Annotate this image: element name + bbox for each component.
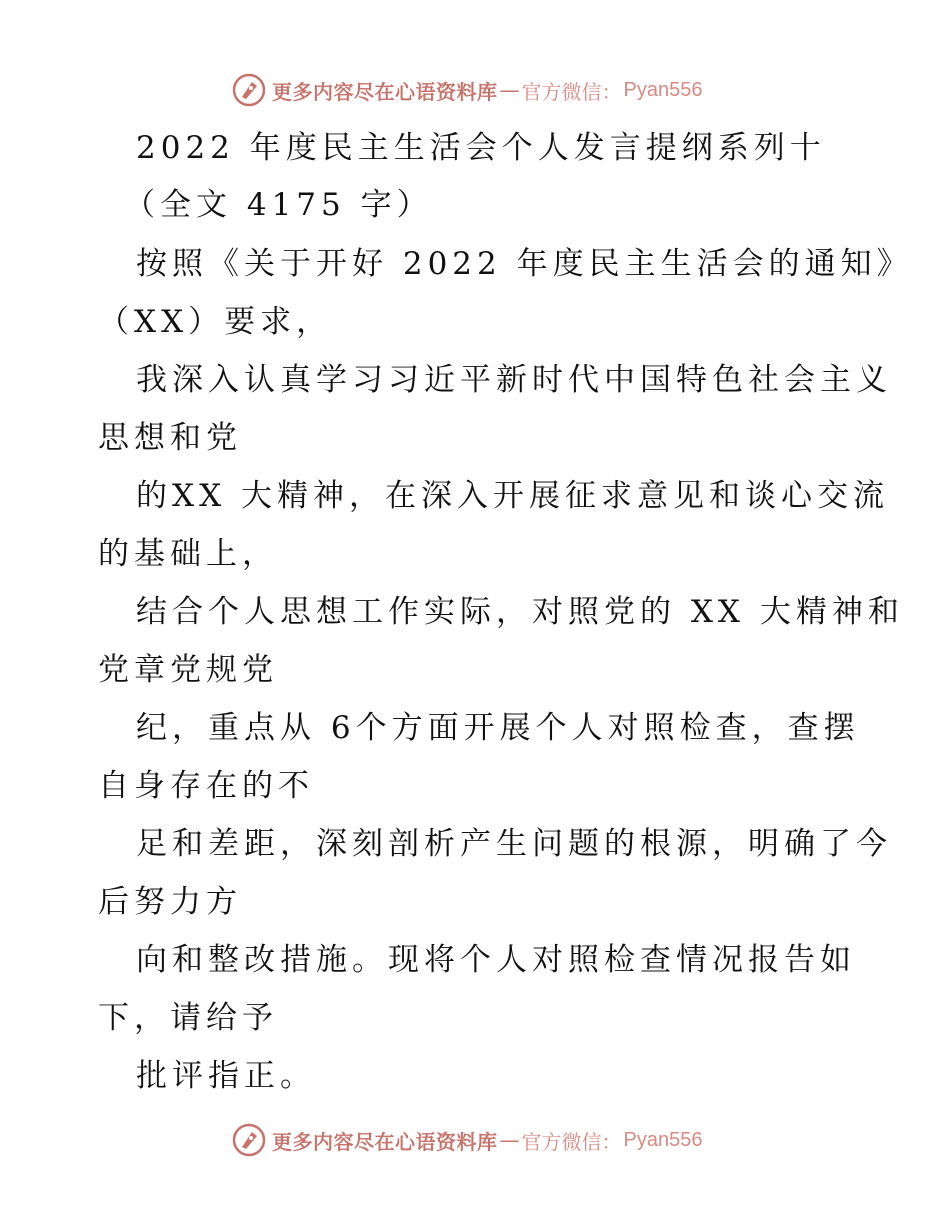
watermark-wechat-label: 官方微信： <box>521 1129 622 1154</box>
body-line: 批评指正。 <box>136 1058 316 1094</box>
body-line: 按照《关于开好 2022 年度民主生活会的通知》 <box>136 246 913 282</box>
watermark-wechat-label: 官方微信： <box>521 79 622 104</box>
body-line: 自身存在的不 <box>98 768 314 804</box>
body-line: 足和差距，深刻剖析产生问题的根源，明确了今 <box>136 826 892 862</box>
watermark-separator: — <box>499 78 520 102</box>
body-line: 结合个人思想工作实际，对照党的 XX 大精神和 <box>136 594 904 630</box>
watermark-wechat-id: Pyan556 <box>623 78 703 101</box>
watermark-header <box>232 70 702 110</box>
watermark-main-text: 更多内容尽在心语资料库 <box>272 1129 498 1154</box>
body-line: 党章党规党 <box>98 652 278 688</box>
document-title: 2022 年度民主生活会个人发言提纲系列十 <box>136 130 826 166</box>
pen-nib-icon <box>232 73 266 107</box>
pen-nib-icon <box>232 1123 266 1157</box>
body-line: 思想和党 <box>98 420 242 456</box>
body-line: 向和整改措施。现将个人对照检查情况报告如 <box>136 942 856 978</box>
watermark-separator: — <box>499 1128 520 1152</box>
body-line: 的XX 大精神，在深入开展征求意见和谈心交流 <box>136 478 889 514</box>
watermark-wechat-id: Pyan556 <box>623 1128 703 1151</box>
document-subtitle: （全文 4175 字） <box>124 187 433 223</box>
body-line: 下，请给予 <box>98 1000 278 1036</box>
body-line: 纪，重点从 6个方面开展个人对照检查，查摆 <box>136 710 860 746</box>
watermark-main-text: 更多内容尽在心语资料库 <box>272 79 498 104</box>
body-line: （XX）要求， <box>98 304 333 340</box>
body-line: 的基础上， <box>98 536 278 572</box>
body-line: 我深入认真学习习近平新时代中国特色社会主义 <box>136 362 892 398</box>
body-line: 后努力方 <box>98 884 242 920</box>
watermark-footer <box>232 1120 702 1160</box>
